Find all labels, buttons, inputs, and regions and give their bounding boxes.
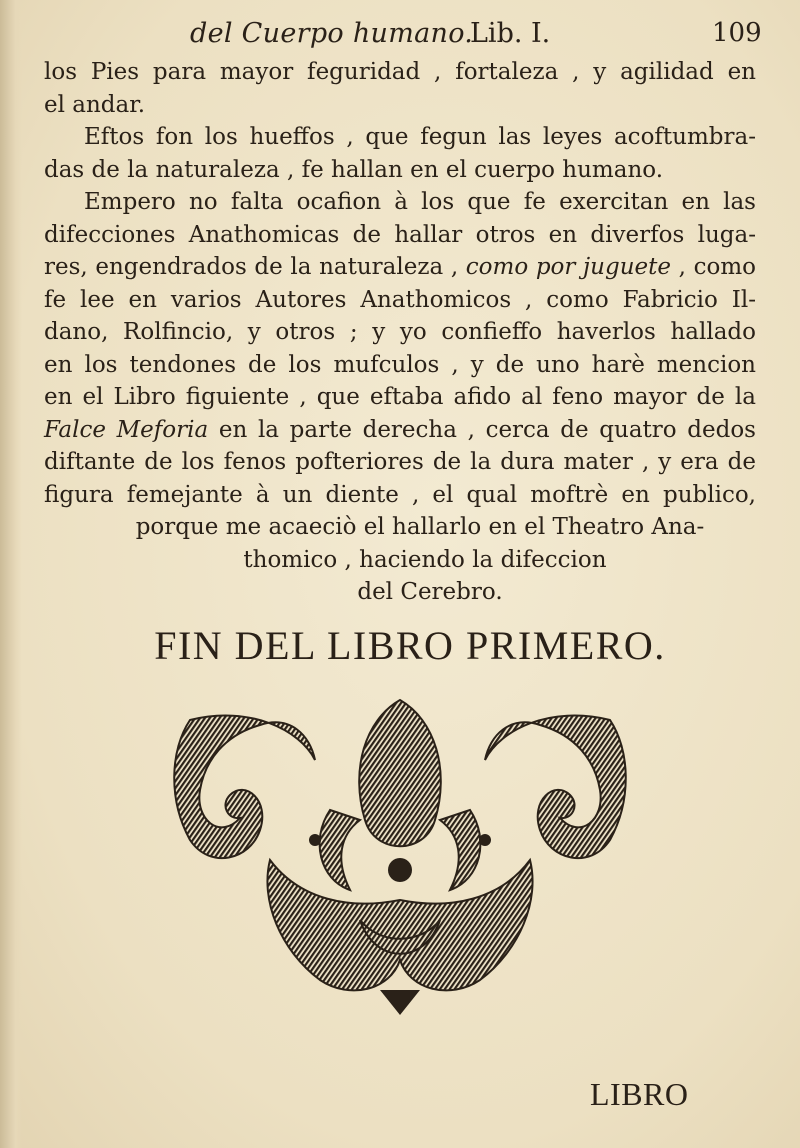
text-line: dano, Rolfincio, y otros ; y yo confieffo haverlos hallado	[44, 319, 756, 345]
text-line: diftante de los fenos pofteriores de la dura mater , y era de	[44, 449, 756, 475]
text-line: Eftos fon los hueffos , que fegun las leyes acoftumbra-	[84, 124, 756, 150]
catchword: LIBRO	[590, 1076, 689, 1112]
book-number: Lib. I.	[470, 18, 551, 49]
italic-phrase: como por juguete	[465, 254, 671, 280]
text-line: thomico , haciendo la difeccion	[243, 546, 607, 573]
running-header	[0, 14, 800, 54]
text-segment: res, engendrados de la naturaleza ,	[44, 254, 459, 280]
text-line: fe lee en varios Autores Anathomicos , como Fabricio Il-	[44, 286, 756, 313]
text-segment: en la parte derecha , cerca de quatro dedos	[218, 416, 756, 443]
text-line: del Cerebro.	[357, 579, 503, 605]
text-line	[44, 414, 756, 447]
woodcut-foliage-ornament-icon	[150, 690, 650, 1020]
text-line	[44, 251, 756, 284]
text-line: en los tendones de los mufculos , y de uno harè mencion	[44, 351, 756, 378]
italic-phrase: Falce Meforia	[44, 416, 209, 443]
text-line: porque me acaeciò el hallarlo en el Theatro Ana-	[135, 514, 705, 540]
book-end-heading: FIN DEL LIBRO PRIMERO.	[154, 623, 666, 668]
text-line: en el Libro figuiente , que eftaba afido al feno mayor de la	[44, 384, 756, 410]
running-title: del Cuerpo humano.	[190, 18, 474, 49]
text-line: los Pies para mayor feguridad , fortaleza , y agilidad en	[44, 59, 756, 85]
page-number: 109	[712, 18, 762, 48]
text-line: das de la naturaleza , fe hallan en el cuerpo humano.	[44, 156, 664, 183]
text-segment: , como	[678, 254, 757, 280]
page-gutter	[0, 0, 22, 1148]
text-line: el andar.	[44, 91, 146, 118]
text-line: difecciones Anathomicas de hallar otros en diverfos luga-	[44, 221, 756, 248]
text-line: figura femejante à un diente , el qual moftrè en publico,	[44, 481, 756, 508]
body-text	[44, 56, 756, 609]
text-line: Empero no falta ocafion à los que fe exercitan en las	[84, 189, 756, 215]
